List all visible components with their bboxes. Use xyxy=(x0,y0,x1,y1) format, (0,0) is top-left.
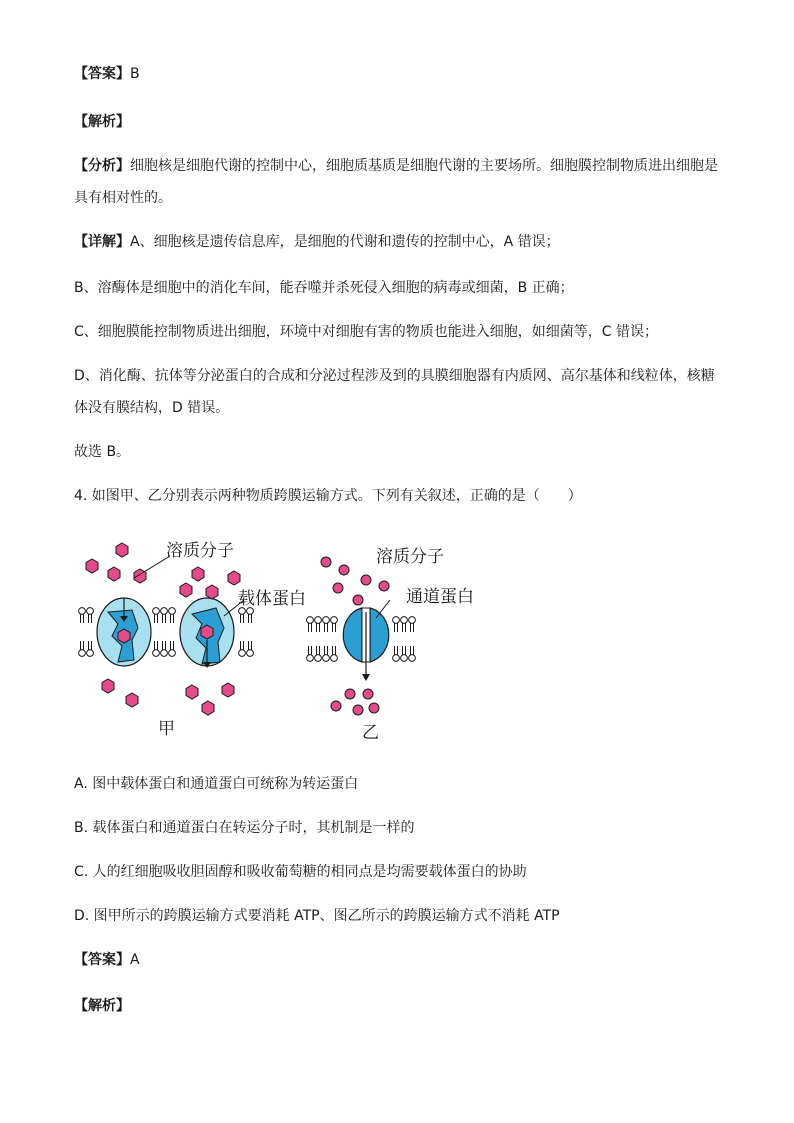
analysis-heading-2 xyxy=(74,996,130,1016)
fenxi-line-2: 具有相对性的。 xyxy=(74,190,172,206)
answer-tag-2: 【答案】 xyxy=(74,952,130,968)
label-jia: 甲 xyxy=(158,719,175,738)
analysis-heading xyxy=(74,112,130,132)
fenxi-text-1: 细胞核是细胞代谢的控制中心，细胞质基质是细胞代谢的主要场所。细胞膜控制物质进出细胞是 xyxy=(130,158,718,174)
fenxi-tag: 【分析】 xyxy=(74,158,130,174)
label-yi: 乙 xyxy=(362,723,379,742)
xiangjie-line-d2: 体没有膜结构，D 错误。 xyxy=(74,400,230,416)
answer-tag: 【答案】 xyxy=(74,66,130,82)
analysis-tag: 【解析】 xyxy=(74,114,130,130)
membrane-transport-figure xyxy=(74,528,494,748)
analysis-tag-2: 【解析】 xyxy=(74,998,130,1014)
xiangjie-tag: 【详解】 xyxy=(74,234,130,250)
xiangjie-line-a xyxy=(74,232,560,252)
label-solute-right: 溶质分子 xyxy=(376,547,444,566)
fenxi-line-1 xyxy=(74,156,718,176)
xiangjie-line-d1: D、消化酶、抗体等分泌蛋白的合成和分泌过程涉及到的具膜细胞器有内质网、高尔基体和线粒体，核糖 xyxy=(74,368,715,384)
label-solute-left: 溶质分子 xyxy=(166,541,234,560)
option-a: A. 图中载体蛋白和通道蛋白可统称为转运蛋白 xyxy=(74,776,359,792)
answer-value-2: A xyxy=(130,952,140,968)
carrier-protein-1 xyxy=(97,598,151,666)
answer-value: B xyxy=(130,66,140,82)
label-channel-protein: 通道蛋白 xyxy=(406,587,474,606)
answer-line xyxy=(74,64,140,84)
channel-protein xyxy=(343,608,389,681)
conclusion-line: 故选 B。 xyxy=(74,444,131,460)
membrane-jia xyxy=(79,541,306,738)
xiangjie-text-a: A、细胞核是遗传信息库，是细胞的代谢和遗传的控制中心，A 错误； xyxy=(130,234,560,250)
membrane-yi xyxy=(307,547,474,742)
question-4-stem: 4. 如图甲、乙分别表示两种物质跨膜运输方式。下列有关叙述，正确的是（ ） xyxy=(74,488,582,504)
option-d: D. 图甲所示的跨膜运输方式要消耗 ATP、图乙所示的跨膜运输方式不消耗 ATP xyxy=(74,908,560,924)
answer-line-2 xyxy=(74,950,140,970)
xiangjie-line-c: C、细胞膜能控制物质进出细胞，环境中对细胞有害的物质也能进入细胞，如细菌等，C 错误； xyxy=(74,324,658,340)
xiangjie-line-b: B、溶酶体是细胞中的消化车间，能吞噬并杀死侵入细胞的病毒或细菌，B 正确； xyxy=(74,280,574,296)
label-carrier-protein: 载体蛋白 xyxy=(238,589,306,608)
option-c: C. 人的红细胞吸收胆固醇和吸收葡萄糖的相同点是均需要载体蛋白的协助 xyxy=(74,864,527,880)
option-b: B. 载体蛋白和通道蛋白在转运分子时，其机制是一样的 xyxy=(74,820,415,836)
carrier-protein-2 xyxy=(180,598,234,668)
